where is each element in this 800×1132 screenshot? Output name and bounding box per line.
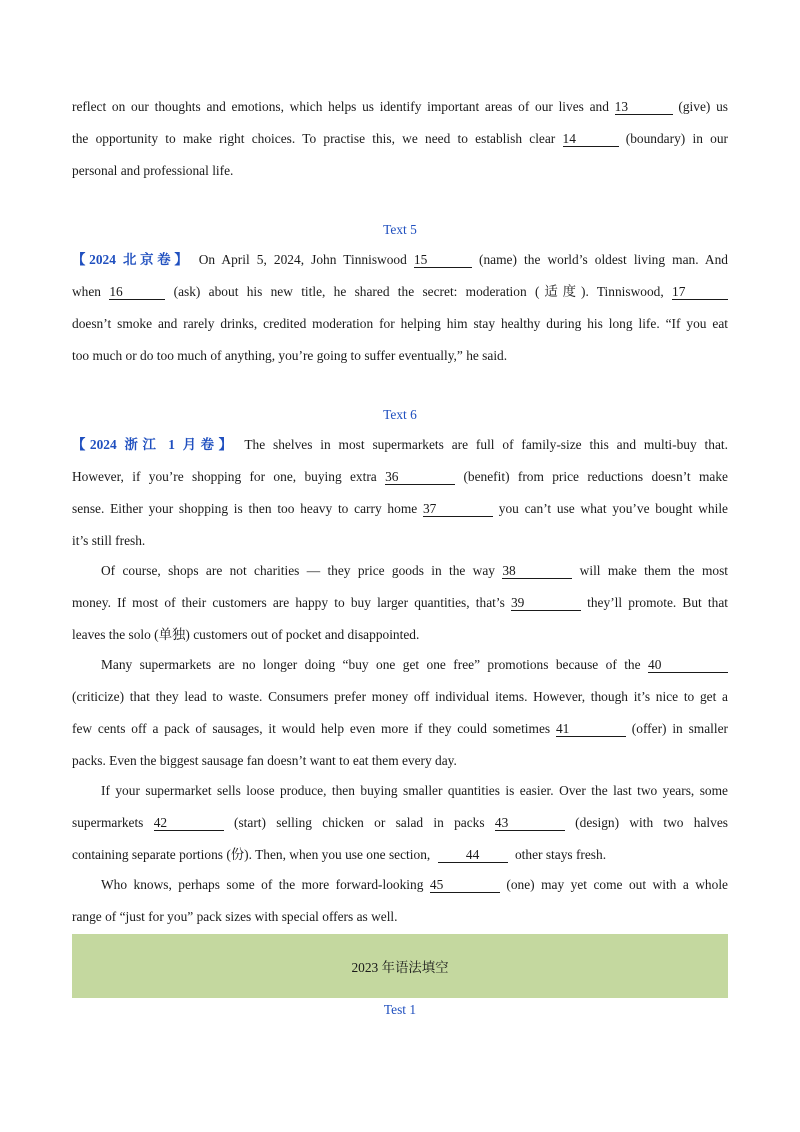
blank-14[interactable]: 14 — [563, 131, 619, 147]
section-band-title: 2023 年语法填空 — [351, 959, 449, 975]
blank-37[interactable]: 37 — [423, 501, 493, 517]
blank-39[interactable]: 39 — [511, 595, 581, 611]
test1-heading: Test 1 — [383, 1002, 417, 1017]
blank-44[interactable]: 44 — [438, 847, 508, 863]
text4-line-2: the opportunity to make right choices. To practise this, we need to establish clear 14 (boundary) in our — [72, 131, 728, 146]
text6-p3-line-2: (criticize) that they lead to waste. Consumers prefer money off individual items. However, though it’s nice to get a — [72, 689, 728, 704]
text4-line-1: reflect on our thoughts and emotions, which helps us identify important areas of our lives and 13 (give) us — [72, 99, 728, 114]
text5-source-tag: 【2024 北京卷】 — [72, 252, 192, 267]
section-band-2023 — [72, 934, 728, 998]
blank-15[interactable]: 15 — [414, 252, 472, 268]
text5-heading: Text 5 — [383, 222, 417, 237]
text6-p5-line-2: range of “just for you” pack sizes with special offers as well. — [72, 909, 398, 924]
text5-line-2: when 16 (ask) about his new title, he shared the secret: moderation (适度). Tinniswood, 17 — [72, 283, 728, 301]
text6-p4-line-3: containing separate portions (份). Then, when you use one section, 44 other stays fresh. — [72, 847, 607, 862]
text6-p1-line-2: However, if you’re shopping for one, buying extra 36 (benefit) from price reductions doesn’t make — [72, 469, 728, 484]
text6-p3-line-4: packs. Even the biggest sausage fan doesn’t want to eat them every day. — [72, 753, 457, 768]
text5-line-1: 【2024 北京卷】 On April 5, 2024, John Tinniswood 15 (name) the world’s oldest living man. And — [72, 252, 728, 267]
text6-p1-line-3: sense. Either your shopping is then too heavy to carry home 37 you can’t use what you’ve bought while — [72, 501, 728, 516]
blank-45[interactable]: 45 — [430, 877, 500, 893]
blank-17[interactable]: 17 — [672, 284, 728, 300]
blank-13[interactable]: 13 — [615, 99, 673, 115]
text6-p2-line-1: Of course, shops are not charities — they price goods in the way 38 will make them the most — [101, 563, 728, 578]
blank-43[interactable]: 43 — [495, 815, 565, 831]
text5-line-4: too much or do too much of anything, you’re going to suffer eventually,” he said. — [72, 348, 508, 363]
blank-36[interactable]: 36 — [385, 469, 455, 485]
blank-40[interactable]: 40 — [648, 657, 728, 673]
blank-41[interactable]: 41 — [556, 721, 626, 737]
text6-p4-line-2: supermarkets 42 (start) selling chicken or salad in packs 43 (design) with two halves — [72, 815, 728, 830]
text5-line-3: doesn’t smoke and rarely drinks, credited moderation for helping him stay healthy during his long life. “If you eat — [72, 316, 728, 331]
text6-p1-line-4: it’s still fresh. — [72, 533, 146, 548]
text6-heading: Text 6 — [383, 407, 417, 422]
blank-38[interactable]: 38 — [502, 563, 572, 579]
text6-p4-line-1: If your supermarket sells loose produce, then buying smaller quantities is easier. Over the last two years, some — [101, 783, 728, 798]
text6-p5-line-1: Who knows, perhaps some of the more forward-looking 45 (one) may yet come out with a whole — [101, 877, 728, 892]
text6-p2-line-3: leaves the solo (单独) customers out of pocket and disappointed. — [72, 627, 420, 642]
blank-42[interactable]: 42 — [154, 815, 224, 831]
text4-line-3: personal and professional life. — [72, 163, 234, 178]
text6-p2-line-2: money. If most of their customers are happy to buy larger quantities, that’s 39 they’ll promote. But that — [72, 595, 728, 610]
text6-source-tag: 【2024 浙江 1 月卷】 — [72, 437, 237, 452]
blank-16[interactable]: 16 — [109, 284, 165, 300]
text6-p3-line-1: Many supermarkets are no longer doing “buy one get one free” promotions because of the 40 — [101, 656, 728, 674]
text6-p3-line-3: few cents off a pack of sausages, it would help even more if they could sometimes 41 (offer) in smaller — [72, 721, 728, 736]
text6-p1-line-1: 【2024 浙江 1 月卷】 The shelves in most supermarkets are full of family-size this and multi-buy that. — [72, 437, 728, 452]
